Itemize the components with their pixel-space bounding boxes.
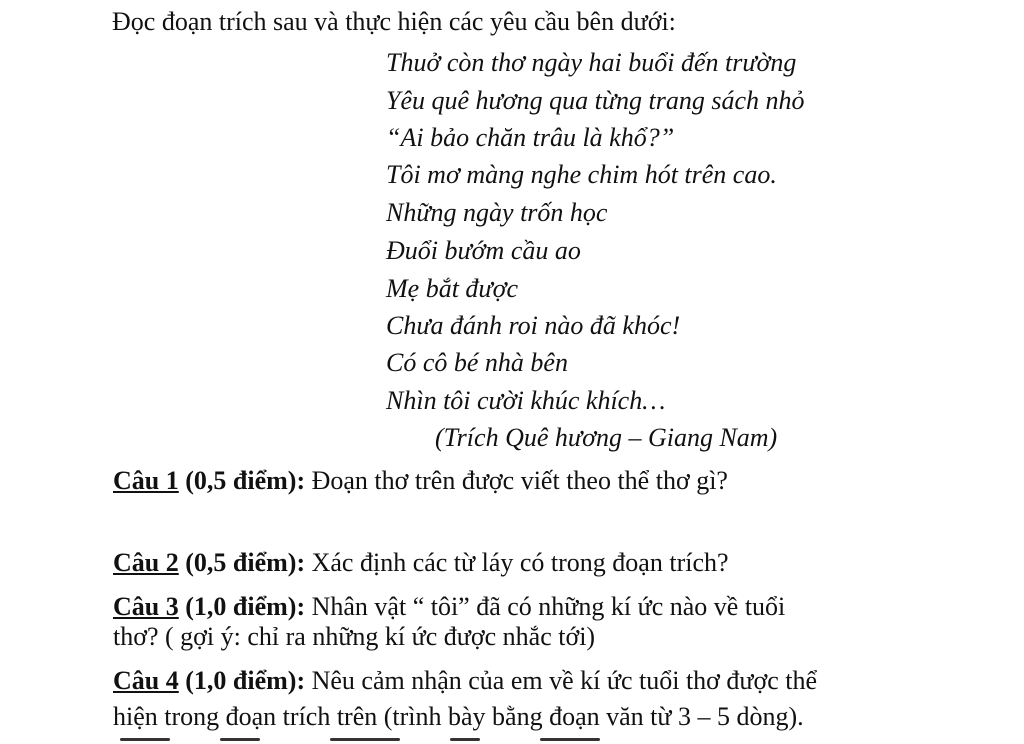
question-2-number: Câu 2	[113, 548, 179, 577]
poem-line-7: Mẹ bắt được	[386, 274, 519, 303]
question-1-points: (0,5 điểm):	[178, 466, 306, 495]
cropped-text-fragment-top	[250, 0, 630, 2]
question-3-continuation: thơ? ( gợi ý: chỉ ra những kí ức được nhắc tới)	[113, 622, 596, 651]
poem-line-6: Đuổi bướm cầu ao	[386, 236, 581, 265]
poem-line-1: Thuở còn thơ ngày hai buổi đến trường	[386, 48, 797, 77]
question-3-number: Câu 3	[113, 592, 179, 621]
poem-citation: (Trích Quê hương – Giang Nam)	[435, 423, 778, 452]
question-4-continuation: hiện trong đoạn trích trên (trình bày bằng đoạn văn từ 3 – 5 dòng).	[113, 702, 804, 731]
question-1-number: Câu 1	[113, 466, 179, 495]
question-4-number: Câu 4	[113, 666, 179, 695]
question-2-text: Xác định các từ láy có trong đoạn trích?	[305, 548, 729, 577]
cropped-text-fragment-bottom	[100, 738, 700, 744]
instruction-text: Đọc đoạn trích sau và thực hiện các yêu cầu bên dưới:	[112, 7, 676, 36]
poem-line-9: Có cô bé nhà bên	[386, 348, 568, 377]
poem-line-10: Nhìn tôi cười khúc khích…	[386, 386, 666, 415]
question-4-points: (1,0 điểm):	[178, 666, 306, 695]
question-3	[113, 592, 785, 622]
question-1	[113, 466, 728, 496]
question-2-points: (0,5 điểm):	[178, 548, 306, 577]
poem-line-5: Những ngày trốn học	[386, 198, 608, 227]
question-4	[113, 666, 817, 696]
poem-line-4: Tôi mơ màng nghe chim hót trên cao.	[386, 160, 777, 189]
question-3-text: Nhân vật “ tôi” đã có những kí ức nào về tuổi	[305, 592, 786, 621]
poem-line-3: “Ai bảo chăn trâu là khổ?”	[386, 123, 675, 152]
question-1-text: Đoạn thơ trên được viết theo thể thơ gì?	[305, 466, 728, 495]
poem-line-2: Yêu quê hương qua từng trang sách nhỏ	[386, 86, 805, 115]
question-4-text: Nêu cảm nhận của em về kí ức tuổi thơ được thể	[305, 666, 818, 695]
question-2	[113, 548, 729, 578]
poem-line-8: Chưa đánh roi nào đã khóc!	[386, 311, 681, 340]
question-3-points: (1,0 điểm):	[178, 592, 306, 621]
